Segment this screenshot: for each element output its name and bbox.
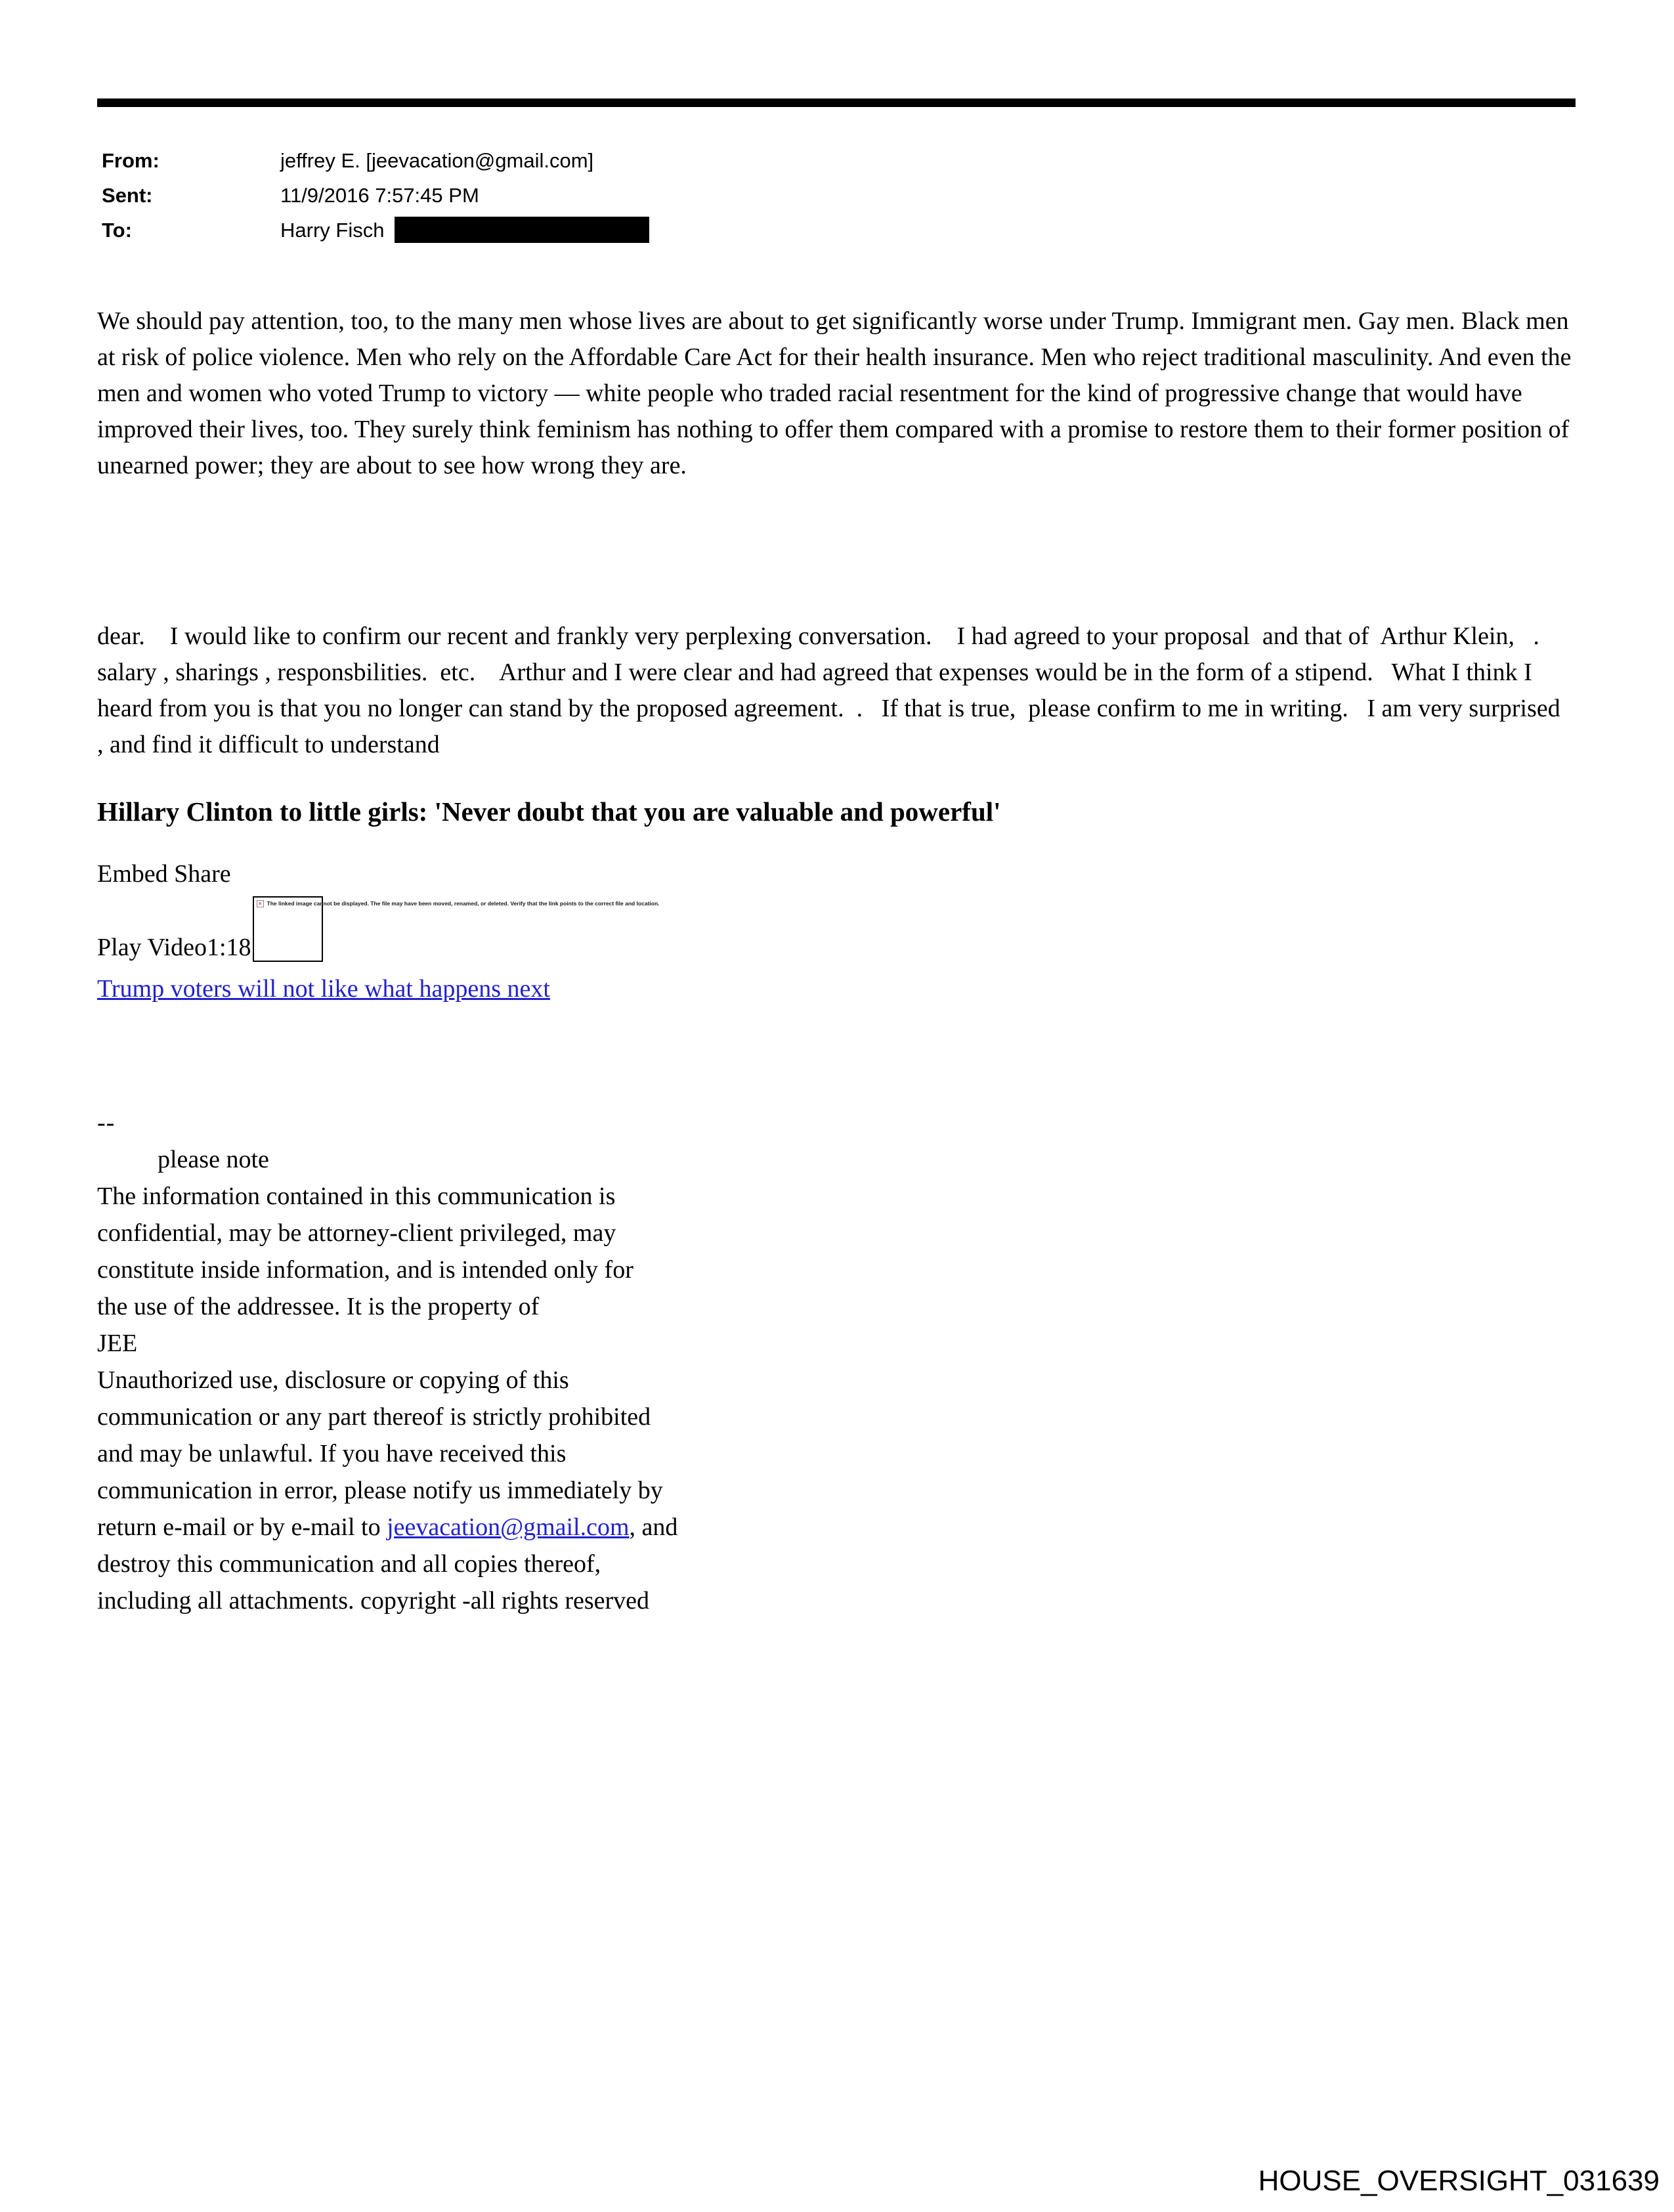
disclaimer-line: confidential, may be attorney-client privileged, may bbox=[97, 1219, 616, 1247]
sent-value: 11/9/2016 7:57:45 PM bbox=[280, 184, 479, 207]
to-recipient-name: Harry Fisch bbox=[280, 219, 385, 242]
broken-image-placeholder bbox=[253, 896, 660, 962]
from-label: From: bbox=[102, 149, 160, 172]
disclaimer-email-line bbox=[97, 1509, 1582, 1546]
header-row-to bbox=[102, 213, 649, 248]
from-value: jeffrey E. [jeevacation@gmail.com] bbox=[280, 149, 594, 172]
redaction-bar bbox=[395, 217, 649, 243]
disclaimer-line: Unauthorized use, disclosure or copying of this bbox=[97, 1366, 569, 1394]
signature-note: please note bbox=[158, 1146, 269, 1173]
header-divider-rule bbox=[97, 98, 1576, 107]
video-link-row bbox=[97, 971, 1582, 1007]
video-player-row bbox=[97, 896, 1582, 966]
disclaimer-line: and may be unlawful. If you have received this bbox=[97, 1440, 567, 1467]
header-row-from bbox=[102, 143, 649, 178]
disclaimer-line: including all attachments. copyright -all rights reserved bbox=[97, 1587, 650, 1615]
disclaimer-line: the use of the addressee. It is the property of bbox=[97, 1293, 540, 1320]
sent-label: Sent: bbox=[102, 184, 153, 207]
disclaimer-line: communication or any part thereof is strictly prohibited bbox=[97, 1403, 651, 1431]
disclaimer-email-suffix: , and bbox=[629, 1513, 678, 1541]
signature-block bbox=[97, 1104, 1582, 1619]
play-video-text: Play Video bbox=[97, 934, 207, 961]
header-row-sent bbox=[102, 178, 649, 213]
embed-share-text: Embed Share bbox=[97, 860, 231, 888]
article-headline: Hillary Clinton to little girls: 'Never doubt that you are valuable and powerful' bbox=[97, 796, 1001, 827]
video-duration: 1:18 bbox=[206, 934, 251, 961]
disclaimer-line: JEE bbox=[97, 1330, 138, 1357]
disclaimer-line: communication in error, please notify us immediately by bbox=[97, 1477, 663, 1504]
body-paragraph-2: dear. I would like to confirm our recent and frankly very perplexing conversation. I had agreed to your proposal and that of Arthur Klein, . salary , sharings , responsbilities. etc. Arthur and I were clear and had agreed that expenses would be in the form of a stipend. What I think I heard from you is that you no longer can stand by the proposed agreement. . If that is true, please confirm to me in writing. I am very surprised , and find it difficult to understand bbox=[97, 622, 1579, 758]
broken-image-icon: ✕ bbox=[257, 900, 264, 907]
disclaimer-line: destroy this communication and all copies thereof, bbox=[97, 1550, 601, 1578]
email-header bbox=[102, 143, 649, 248]
disclaimer-email-prefix: return e-mail or by e-mail to bbox=[97, 1513, 387, 1541]
video-link[interactable]: Trump voters will not like what happens next bbox=[97, 975, 550, 1003]
to-value bbox=[280, 213, 649, 248]
disclaimer-line: The information contained in this communication is bbox=[97, 1182, 616, 1210]
broken-image-alt-text: The linked image cannot be displayed. The file may have been moved, renamed, or deleted. Verify that the link points to the correct file and location. bbox=[267, 900, 660, 907]
to-label: To: bbox=[102, 219, 132, 242]
email-link[interactable]: jeevacation@gmail.com bbox=[387, 1513, 630, 1541]
bates-number: HOUSE_OVERSIGHT_031639 bbox=[1258, 2165, 1660, 2197]
email-body bbox=[97, 303, 1582, 1619]
body-paragraph-1: We should pay attention, too, to the many men whose lives are about to get significantly worse under Trump. Immigrant men. Gay men. Black men at risk of police violence. Men who rely on the Affordable Care Act for their health insurance. Men who reject traditional masculinity. And even the men and women who voted Trump to victory — white people who traded racial resentment for the kind of progressive change that would have improved their lives, too. They surely think feminism has nothing to offer them compared with a promise to restore them to their former position of unearned power; they are about to see how wrong they are. bbox=[97, 307, 1572, 479]
signature-divider: -- bbox=[97, 1109, 116, 1137]
disclaimer-line: constitute inside information, and is intended only for bbox=[97, 1256, 633, 1284]
